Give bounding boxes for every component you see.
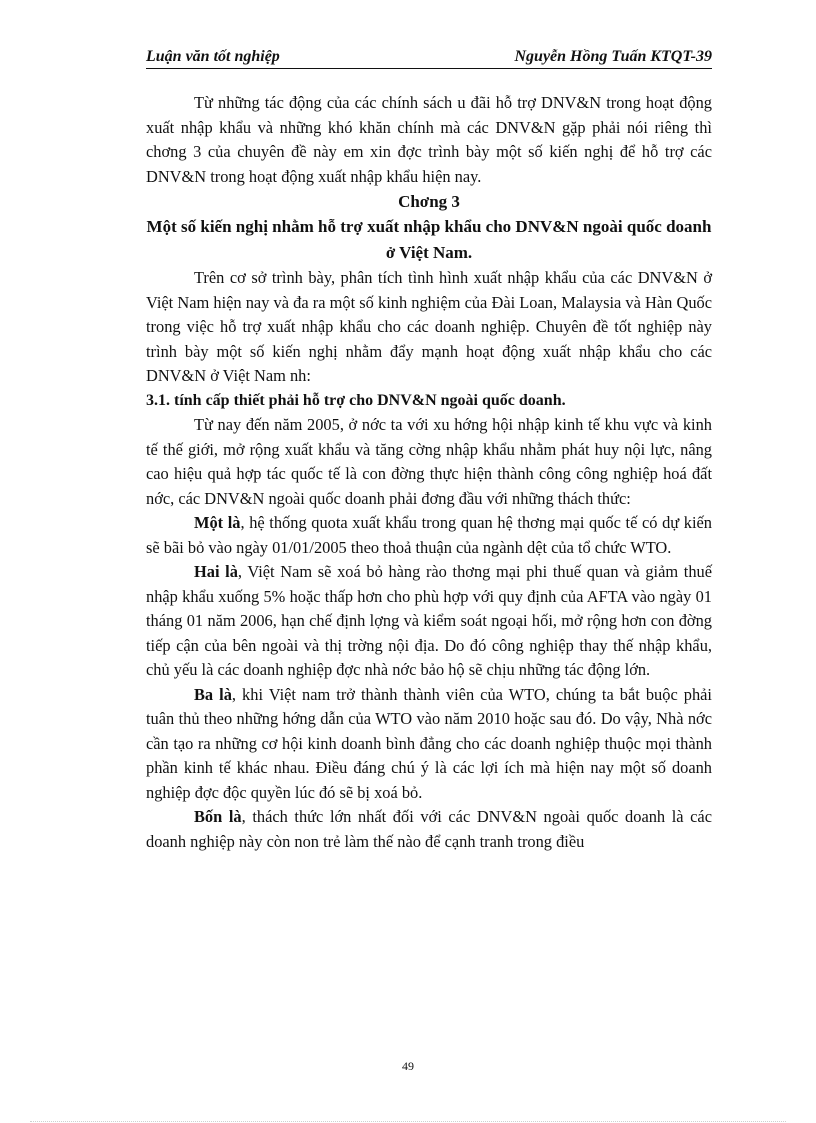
challenge-paragraph [146,560,712,683]
page-content [146,91,712,854]
challenge-paragraph [146,511,712,560]
body-paragraph: Trên cơ sở trình bày, phân tích tình hình xuất nhập khẩu của các DNV&N ở Việt Nam hiện nay và đa ra một số kinh nghiệm của Đài Loan, Malaysia và Hàn Quốc trong việc hỗ trợ xuất nhập khẩu cho các doanh nghiệp. Chuyên đề tốt nghiệp này trình bày một số kiến nghị nhằm đẩy mạnh hoạt động xuất nhập khẩu cho các DNV&N ở Việt Nam nh: [146,268,712,385]
page-number: 49 [402,1059,414,1073]
section-heading: 3.1. tính cấp thiết phải hỗ trợ cho DNV&N ngoài quốc doanh. [146,391,566,409]
challenge-text: , thách thức lớn nhất đối với các DNV&N ngoài quốc doanh là các doanh nghiệp này còn non trẻ làm thế nào để cạnh tranh trong điều [146,807,712,851]
challenge-text: , hệ thống quota xuất khẩu trong quan hệ thơng mại quốc tế có dự kiến sẽ bãi bỏ vào ngày 01/01/2005 theo thoả thuận của ngành dệt của tổ chức WTO. [146,513,712,557]
chapter-title: Chơng 3 [398,192,460,211]
challenge-paragraph [146,805,712,854]
footer-divider [30,1121,786,1122]
challenge-lead: Hai là [194,562,238,581]
running-header [146,46,712,69]
challenge-lead: Bốn là [194,807,242,826]
challenge-text: , Việt Nam sẽ xoá bỏ hàng rào thơng mại phi thuế quan và giảm thuế nhập khẩu xuống 5% hoặc thấp hơn cho phù hợp với quy định của AFTA vào ngày 01 tháng 01 năm 2006, hạn chế định lợng và kiểm soát ngoại hối, mở rộng hơn con đờng tiếp cận của bên ngoài và thị trờng nội địa. Do đó công nghiệp thay thế nhập khẩu, chủ yếu là các doanh nghiệp đợc nhà nớc bảo hộ sẽ chịu những tác động lớn. [146,562,712,679]
challenge-text: , khi Việt nam trở thành thành viên của WTO, chúng ta bắt buộc phải tuân thủ theo những hớng dẫn của WTO vào năm 2010 hoặc sau đó. Do vậy, Nhà nớc cần tạo ra những cơ hội kinh doanh bình đẳng cho các doanh nghiệp thuộc mọi thành phần kinh tế khác nhau. Điều đáng chú ý là các lợi ích mà hiện nay một số doanh nghiệp đợc độc quyền lúc đó sẽ bị xoá bỏ. [146,684,712,802]
section-paragraph: Từ nay đến năm 2005, ở nớc ta với xu hớng hội nhập kinh tế khu vực và kinh tế thế giới, mở rộng xuất khẩu và tăng cờng nhập khẩu nhằm phát huy nội lực, nâng cao hiệu quả hợp tác quốc tế là con đờng thực hiện thành công công nghiệp hoá đất nớc, các DNV&N ngoài quốc doanh phải đơng đầu với những thách thức: [146,415,712,508]
challenge-lead: Ba là [194,684,232,704]
chapter-subtitle: Một số kiến nghị nhằm hỗ trợ xuất nhập khẩu cho DNV&N ngoài quốc doanh ở Việt Nam. [146,217,712,262]
header-author: Nguyễn Hồng Tuấn KTQT-39 [514,48,712,65]
intro-paragraph: Từ những tác động của các chính sách u đãi hỗ trợ DNV&N trong hoạt động xuất nhập khẩu và những khó khăn chính mà các DNV&N gặp phải nói riêng thì chơng 3 của chuyên đề này em xin đợc trình bày một số kiến nghị để hỗ trợ các DNV&N trong hoạt động xuất nhập khẩu hiện nay. [146,93,712,186]
challenge-paragraph [146,683,712,806]
header-thesis-label: Luận văn tốt nghiệp [146,48,280,65]
challenge-lead: Một là [194,513,241,532]
